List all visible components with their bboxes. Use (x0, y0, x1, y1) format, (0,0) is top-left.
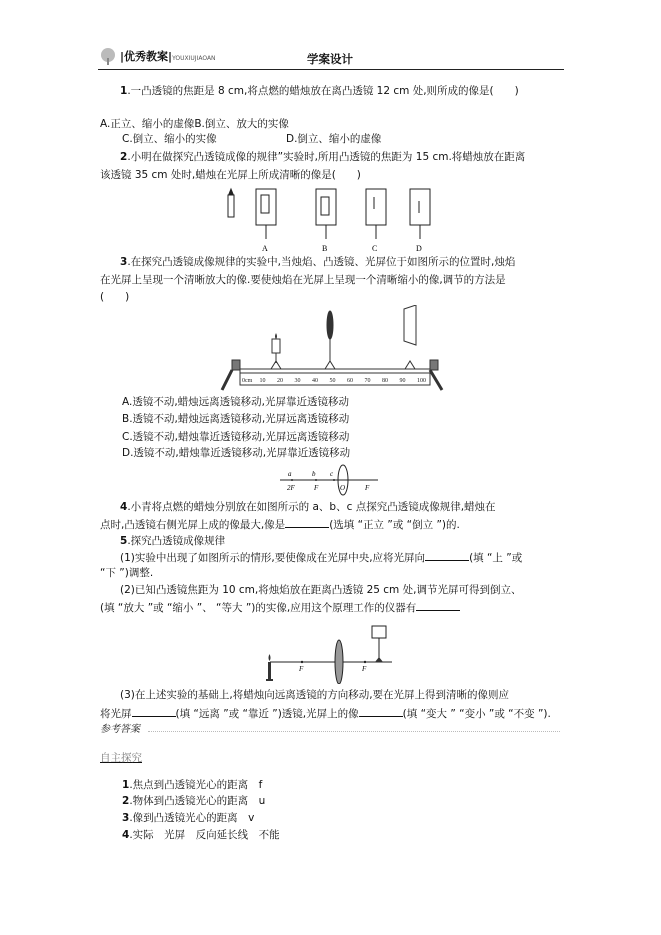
q5-part1-cont: “下 ”)调整. (100, 567, 154, 579)
mark-f-right: F (362, 665, 367, 673)
q2-image-options-figure (220, 185, 450, 255)
q1-option-c: C.倒立、缩小的实像 (122, 133, 217, 145)
answer-blank[interactable] (416, 600, 460, 611)
q3-option-c: C.透镜不动,蜡烛靠近透镜移动,光屏远离透镜移动 (122, 431, 350, 443)
fig-label-d: D (416, 244, 422, 253)
mark-f-left: F (314, 484, 319, 492)
ruler-label: 70 (364, 378, 371, 384)
ruler-label: 60 (347, 378, 353, 384)
question-3-line2: 在光屏上呈现一个清晰放大的像.要使烛焰在光屏上呈现一个清晰缩小的像,调节的方法是 (100, 274, 506, 286)
q1-options-ab: A.正立、缩小的虚像B.倒立、放大的实像 (100, 118, 289, 130)
ruler-label: 30 (294, 378, 301, 384)
q5-part1: (1)实验中出现了如图所示的情形,要使像成在光屏中央,应将光屏向 (填 “上 ”或 (120, 552, 523, 564)
point-c: c (330, 470, 334, 478)
lens-focal-points-figure (278, 464, 388, 498)
q5-part2: (2)已知凸透镜焦距为 10 cm,将烛焰放在距离凸透镜 25 cm 处,调节光屏可得到倒立、 (120, 584, 522, 596)
mark-f-right: F (365, 484, 370, 492)
answers-heading: 参考答案 (100, 724, 140, 735)
tree-logo-icon (98, 48, 118, 66)
question-3-line3: ( ) (100, 291, 130, 303)
q5-part2-cont: (填 “放大 ”或 “缩小 ”、 “等大 ”)的实像,应用这个原理工作的仪器有 (100, 600, 460, 615)
answer-blank[interactable] (132, 706, 176, 717)
logo-text: |优秀教案|YOUXIUJIAOAN (120, 50, 216, 63)
ruler-label: 90 (399, 378, 406, 384)
answer-blank[interactable] (359, 706, 403, 717)
candle-lens-screen-figure (262, 622, 402, 684)
fig-label-a: A (262, 244, 268, 253)
question-3-line1: 3.在探究凸透镜成像规律的实验中,当烛焰、凸透镜、光屏位于如图所示的位置时,烛焰 (120, 256, 516, 268)
q1-option-d: D.倒立、缩小的虚像 (286, 133, 382, 145)
page-title: 学案设计 (307, 52, 353, 66)
q5-part3-cont: 将光屏 (填 “远离 ”或 “靠近 ”)透镜,光屏上的像 (填 “变大 ” “变小 ”或 “不变 ”). (100, 708, 551, 720)
question-2-line1: 2.小明在做探究凸透镜成像的规律”实验时,所用凸透镜的焦距为 15 cm.将蜡烛放在距离 (120, 151, 526, 163)
optical-bench-figure (220, 305, 450, 395)
q3-option-a: A.透镜不动,蜡烛远离透镜移动,光屏靠近透镜移动 (122, 396, 350, 408)
dotted-divider (148, 731, 560, 732)
ruler-label: 40 (312, 378, 318, 384)
question-1: 1.一凸透镜的焦距是 8 cm,将点燃的蜡烛放在离凸透镜 12 cm 处,则所成的像是( ) (120, 85, 519, 97)
question-4-line2: 点时,凸透镜右侧光屏上成的像最大,像是 (选填 “正立 ”或 “倒立 ”)的. (100, 519, 460, 531)
answer-item-3: 3.像到凸透镜光心的距离 v (122, 812, 255, 824)
ruler-label: 100 (417, 378, 426, 384)
ruler-label: 10 (259, 378, 266, 384)
q3-option-d: D.透镜不动,蜡烛靠近透镜移动,光屏靠近透镜移动 (122, 447, 351, 459)
fig-label-c: C (372, 244, 378, 253)
question-4-line1: 4.小青将点燃的蜡烛分别放在如图所示的 a、b、c 点探究凸透镜成像规律,蜡烛在 (120, 501, 496, 513)
answer-blank[interactable] (425, 550, 469, 561)
mark-2f: 2F (287, 484, 295, 492)
q5-part3: (3)在上述实验的基础上,将蜡烛向远离透镜的方向移动,要在光屏上得到清晰的像则应 (120, 689, 510, 701)
answer-item-2: 2.物体到凸透镜光心的距离 u (122, 795, 266, 807)
mark-f-left: F (299, 665, 304, 673)
question-5-title: 5.探究凸透镜成像规律 (120, 535, 226, 547)
answer-blank[interactable] (285, 517, 329, 528)
point-b: b (312, 470, 316, 478)
answer-item-4: 4.实际 光屏 反向延长线 不能 (122, 829, 280, 841)
fig-label-b: B (322, 244, 328, 253)
section-heading: 自主探究 (100, 752, 142, 764)
ruler-label: 0cm (242, 378, 253, 384)
header-rule (98, 69, 564, 70)
ruler-label: 50 (329, 378, 336, 384)
point-a: a (288, 470, 292, 478)
ruler-label: 80 (382, 378, 388, 384)
question-2-line2: 该透镜 35 cm 处时,蜡烛在光屏上所成清晰的像是( ) (100, 169, 361, 181)
q3-option-b: B.透镜不动,蜡烛远离透镜移动,光屏远离透镜移动 (122, 413, 350, 425)
ruler-label: 20 (277, 378, 283, 384)
answer-item-1: 1.焦点到凸透镜光心的距离 f (122, 779, 263, 791)
mark-o: O (340, 484, 346, 492)
